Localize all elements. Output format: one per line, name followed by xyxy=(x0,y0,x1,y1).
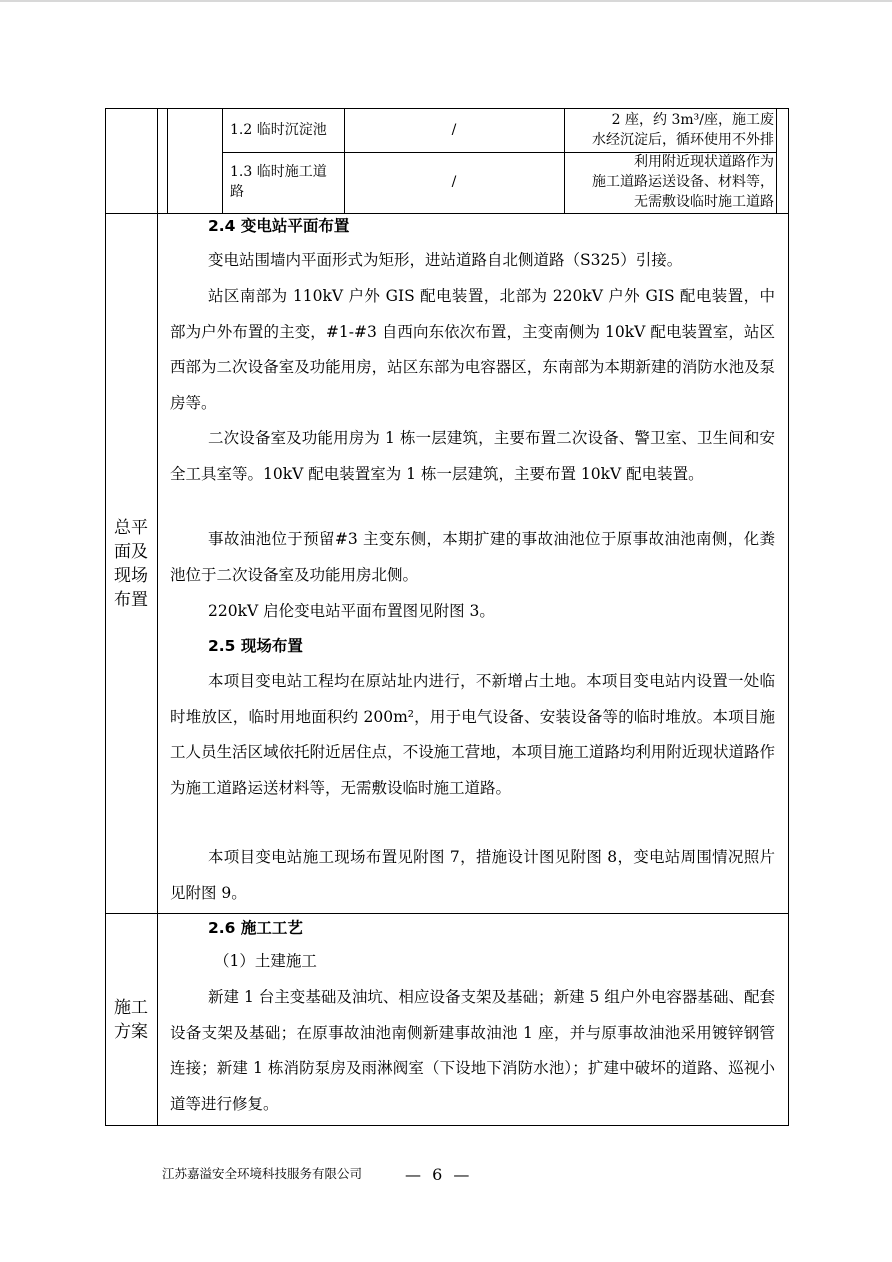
paragraph: 本项目变电站施工现场布置见附图 7，措施设计图见附图 8，变电站周围情况照片见附图 9。 xyxy=(170,848,775,902)
table-row-mid: / xyxy=(451,174,457,190)
note-line: 施工道路运送设备、材料等， xyxy=(592,174,774,190)
item-line: 1.3 临时施工道 xyxy=(230,164,327,180)
col-divider xyxy=(222,108,223,213)
item-line: 路 xyxy=(230,184,244,200)
footer-company: 江苏嘉溢安全环境科技服务有限公司 xyxy=(162,1166,363,1181)
row-divider xyxy=(222,152,564,153)
table-row-item xyxy=(230,162,342,202)
col-divider xyxy=(157,108,158,1126)
side-label-construction xyxy=(105,996,157,1044)
paragraph: 新建 1 台主变基础及油坑、相应设备支架及基础；新建 5 组户外电容器基础、配套设备支架及基础；在原事故油池南侧新建事故油池 1 座，并与原事故油池采用镀锌钢管连接；新建 1 栋消防泵房及雨淋阀室（下设地下消防水池）；扩建中破坏的道路、巡视小道等进行修复。 xyxy=(170,988,775,1113)
col-divider xyxy=(776,108,777,213)
table-row-note xyxy=(566,110,774,150)
side-label-line: 现场 xyxy=(114,566,148,586)
section-heading: 2.6 施工工艺 xyxy=(208,919,303,937)
top-rule xyxy=(0,0,892,2)
side-label-line: 面及 xyxy=(114,542,148,562)
table-row-note xyxy=(566,152,774,212)
note-line: 水经沉淀后，循环使用不外排 xyxy=(592,132,774,148)
note-line: 利用附近现状道路作为 xyxy=(634,154,774,170)
note-line: 2 座，约 3m³/座，施工废 xyxy=(611,112,774,128)
section-heading: 2.5 现场布置 xyxy=(208,637,303,655)
paragraph: 事故油池位于预留#3 主变东侧，本期扩建的事故油池位于原事故油池南侧，化粪池位于二次设备室及功能用房北侧。 xyxy=(170,530,775,584)
paragraph: 本项目变电站工程均在原站址内进行，不新增占土地。本项目变电站内设置一处临时堆放区，临时用地面积约 200m²，用于电气设备、安装设备等的临时堆放。本项目施工人员生活区域依托附近居住点，不设施工营地，本项目施工道路均利用附近现状道路作为施工道路运送材料等，无需敷设临时施工道路。 xyxy=(170,672,775,797)
paragraph: 二次设备室及功能用房为 1 栋一层建筑，主要布置二次设备、警卫室、卫生间和安全工具室等。10kV 配电装置室为 1 栋一层建筑，主要布置 10kV 配电装置。 xyxy=(170,429,775,483)
side-label-line: 布置 xyxy=(114,590,148,610)
paragraph: 220kV 启伦变电站平面布置图见附图 3。 xyxy=(208,602,495,620)
col-divider xyxy=(167,108,168,213)
col-divider xyxy=(564,108,565,213)
paragraph: 变电站围墙内平面形式为矩形，进站道路自北侧道路（S325）引接。 xyxy=(208,251,683,269)
table-row-item: 1.2 临时沉淀池 xyxy=(230,122,327,138)
side-label-line: 总平 xyxy=(114,518,148,538)
sub-heading: （1）土建施工 xyxy=(214,952,317,970)
page-number: — 6 — xyxy=(405,1165,473,1184)
paragraph: 站区南部为 110kV 户外 GIS 配电装置，北部为 220kV 户外 GIS 配电装置，中部为户外布置的主变，#1-#3 自西向东依次布置，主变南侧为 10kV 配电装置室，站区西部为二次设备室及功能用房，站区东部为电容器区，东南部为本期新建的消防水池及泵房等。 xyxy=(170,287,775,412)
side-label-layout xyxy=(105,516,157,612)
table-row-mid: / xyxy=(451,122,457,138)
row-divider xyxy=(105,913,789,914)
note-line: 无需敷设临时施工道路 xyxy=(634,194,774,210)
section-heading: 2.4 变电站平面布置 xyxy=(208,217,350,235)
side-label-line: 施工 xyxy=(114,998,148,1018)
side-label-line: 方案 xyxy=(114,1022,148,1042)
